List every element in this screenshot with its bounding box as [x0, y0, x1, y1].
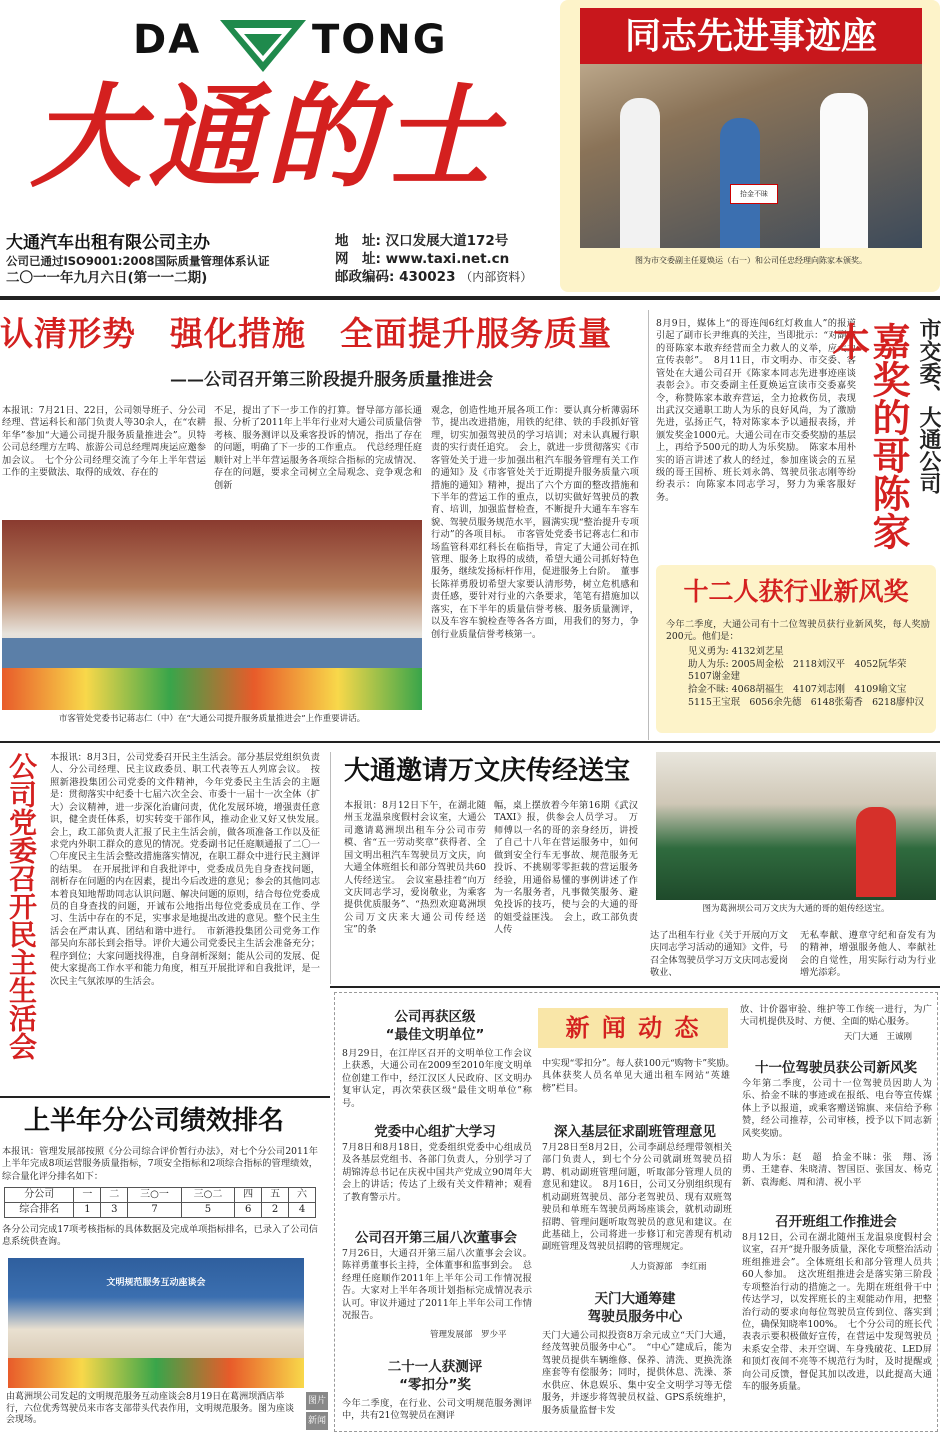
iso-note: 公司已通过ISO9001:2008国际质量管理体系认证	[6, 254, 270, 268]
forum-photo	[8, 1258, 304, 1388]
lead-col-3: 观念，创造性地开展各项工作：要认真分析薄弱环节，提出改进措施，用铁的纪律、铁的手段抓好管理，切实加强驾驶员的学习培训；对未认真履行职责的实行责任追究。 会上，就进一步贯彻落实《市客管处关于进一步加强出租汽车服务管理有关工作的通知》及《市客管处关于近期提升服务质量六项措施的通知》精神，提出了六个方面的整改措施和下半年的营运工作的重点，以切实做好驾驶员的教育、培训，加强监督检查，不断提升大通车车容车貌、驾驶员服务规范水平，圆满实现“整治提升专项行动”的各项目标。 市客管处党委书记蒋志仁和市场监管科邓红科长在临指导，肯定了大通公司在抓管理、服务上取得的成绩，希望大通公司抓好特色服务，继续发扬标杆作用，促进服务上台阶。 董事长陈祥勇殷切希望大家要认清形势，树立危机感和责任感，要针对行业的六条要求，笔笔有措施加以落实，在下半年的质量信誉考核、服务质量测评，以及车容车貌检查等各各方面，用我们的努力，争创行业质量信誉考核第一。	[431, 405, 639, 640]
column-divider	[330, 752, 331, 984]
wanwen-col-1: 本报讯：8月12日下午，在湖北随州玉龙温泉度假村会议室，大通公司邀请葛洲坝出租车分公司市劳模、省“五一劳动奖章”获得者、全国文明出租汽车驾驶员万文庆，向大通全体班组长和部分驾驶员共60人传经送宝。 会议室悬挂着“向万文庆同志学习，爱岗敬业，为乘客提供优质服务”、“热烈欢迎葛洲坝公司万文庆来大通公司传经送宝”的条	[344, 800, 486, 936]
wanwen-title: 大通邀请万文庆传经送宝	[344, 756, 631, 786]
lead-col-1: 本报讯：7月21日、22日，公司领导班子、分公司经理、营运科长和部门负责人等30余人，在“农耕年华”参加“大通公司提升服务质量推进会”。贝特公司总经理方左鸣、旅游公司总经理周庚运应邀参加会议。 七个分公司经理交流了今年上半年营运工作的主要做法、取得的成效、存在的	[2, 405, 206, 479]
brief-3-body: 7月26日，大通召开第三届八次董事会会议。陈祥勇董事长主持，全体董事和监事到会。 总经理任庭顺作2011年上半年公司工作情况报告。大家对上半年各项计划指标完成情况表示认可。审议并通过了2011年上半年公司工作情况报告。	[342, 1248, 532, 1322]
ceremony-photo	[580, 8, 922, 248]
wanwen-col-4: 无私奉献、遵章守纪和奋发有为的精神，增强服务他人、奉献社会的自觉性，用实际行动为行业增光添彩。	[800, 930, 936, 979]
forum-flowers	[8, 1358, 304, 1388]
tag-news: 新闻	[306, 1412, 328, 1430]
ranking-row: 综合排名 1 3 7 5 6 2 4	[5, 1203, 316, 1218]
brief-8-sign: 天门大通 王诚刚	[844, 1032, 913, 1042]
chen-headline: 嘉奖的哥陈家本	[825, 322, 910, 550]
news-banner: 新 闻 动 态	[538, 1008, 728, 1048]
brief-6-sign: 人力资源部 李红雨	[630, 1262, 707, 1272]
brief-2-body: 7月8日和8月18日，党委组织党委中心组成员及各基层党组书、各部门负责人，分别学习了胡锦涛总书记在庆祝中国共产党成立90周年大会上的讲话；传达了上级有关文件精神；观看了教育警示片。	[342, 1142, 532, 1203]
brand-right: TONG	[312, 17, 448, 63]
section-rule	[0, 1096, 330, 1098]
issue-date: 二〇一一年九月六日(第一一二期)	[6, 270, 208, 286]
sponsor: 大通汽车出租有限公司主办	[6, 233, 210, 253]
perf-body: 本报讯：管理发展部按照《分公司综合评价暂行办法》，对七个分公司2011年上半年完成8项运营服务质量指标，7项安全指标和2项综合指标的管理绩效，综合量化评分排名如下：	[2, 1146, 318, 1182]
meeting-photo	[2, 520, 422, 710]
awards-list	[688, 646, 933, 709]
ceremony-banner: 同志先进事迹座	[580, 8, 922, 64]
award-row: 助人为乐: 2005周金松 2118刘汉平 4052阮华荣 5107谢金建	[688, 658, 916, 683]
newspaper-title: 大通的士	[30, 72, 502, 203]
brief-4-body: 今年二季度，在行业、公司文明规范服务测评中，共有21位驾驶员在测评	[342, 1398, 532, 1422]
brief-10-title: 召开班组工作推进会	[775, 1214, 897, 1230]
brief-8-body: 放、计价器审验、维护等工作统一进行，为广大司机提供及时、方便、全面的贴心服务。	[740, 1004, 932, 1028]
wanwen-caption: 图为葛洲坝公司万文庆为大通的哥的姐传经送宝。	[702, 904, 890, 914]
brief-7-title: 天门大通筹建 驾驶员服务中心	[587, 1291, 683, 1326]
section-rule	[330, 986, 940, 988]
lead-col-2: 不足，提出了下一步工作的打算。督导部方部长通报、分析了2011年上半年行业对大通公司质量信誉考核、服务测评以及乘客投诉的情况，指出了存在的问题，明确了下一步的工作重点。 代总经理任庭顺针对上半年营运服务各项综合指标的完成情况、存在的问题，要求全司树立全局观念、竞争观念和创新	[214, 405, 422, 491]
column-divider	[648, 310, 649, 740]
masthead-rule	[0, 296, 940, 300]
chen-vertical-title: 市交委、大通公司	[916, 318, 941, 494]
brief-6-title: 深入基层征求副班管理意见	[554, 1124, 716, 1140]
brief-7-body: 天门大通公司拟投资8万余元成立“天门大通，经茂驾驶员服务中心”。 “中心”建成后，能为驾驶员提供车辆维修、保养、清洗、更换洗涤座套等有偿服务；同时，提供休息、洗澡、茶水供应、休息娱乐、集中安全文明学习等无偿服务，并逐步将驾驶员权益、GPS系统维护，服务质量监督卡发	[542, 1330, 732, 1416]
brief-2-title: 党委中心组扩大学习	[374, 1124, 496, 1140]
brief-3-sign: 管理发展部 罗少平	[430, 1330, 507, 1340]
brief-9-body: 今年第二季度，公司十一位驾驶员因助人为乐、拾金不昧的事迹或在报纸、电台等宣传媒体上予以报道，或乘客赠送锦旗、来信给予称赞，经公司推荐，公司审核，授予以下同志新风奖奖励。	[742, 1078, 932, 1139]
person-3	[820, 93, 868, 248]
brief-3-title: 公司召开第三届八次董事会	[355, 1230, 517, 1246]
awards-title: 十二人获行业新风奖	[683, 577, 909, 606]
speaker	[856, 807, 896, 897]
ranking-table	[4, 1187, 316, 1218]
brief-10-body: 8月12日，公司在湖北随州玉龙温泉度假村会议室，召开“提升服务质量，深化专项整治活动班组推进会”。全体班组长和部分管理人员共60人参加。 这次班组推进会是落实第三阶段专项整治行动的措施之一。先期在班组骨干中传达学习，以发挥班长的主观能动作用，把整治行动的要求向每位驾驶员宣传到位、落实到位，确保知晓率100%。 七个分公司的班长代表表示要积极做好宣传，在营运中发现驾驶员未系安全带、未开空调、车身残破花、LED屏和顶灯夜间不亮等不规范行为时，及时提醒或向公司反馈，督促其加以改进，以此提高大通车的服务质量。	[742, 1232, 932, 1393]
flower-row	[2, 668, 422, 710]
perf-title: 上半年分公司绩效排名	[24, 1106, 285, 1136]
brief-9-title: 十一位驾驶员获公司新风奖	[755, 1060, 917, 1076]
perf-note: 各分公司完成17项考核指标的具体数据及完成单项指标排名，已录入了公司信息系统供查询。	[2, 1224, 318, 1248]
forum-caption: 由葛洲坝公司发起的文明规范服务互动座谈会8月19日在葛洲坝酒店举行，六位优秀驾驶员来市客支部带头代表作用，文明规范服务。图为座谈会现场。	[6, 1392, 295, 1426]
section-rule	[0, 741, 940, 743]
brief-9-list: 助人为乐：赵 超 拾金不昧：张 翔、汤 勇、王建春、朱晓清、智国臣、张国友、杨克新、袁海彪、周和清、祝小平	[742, 1152, 941, 1188]
forum-banner: 文明规范服务互动座谈会	[106, 1278, 206, 1288]
wanwen-col-2: 幅，桌上摆放着今年第16期《武汉TAXI》报，供参会人员学习。 万师傅以一名的哥的亲身经历，讲授了自己十八年在营运服务中，如何做到安全行车无事故、规范服务无投诉、不挑剔零零拒载的营运服务经验，用通俗易懂的事例讲述了作为一名服务者，凡事微笑服务、避免投诉的技巧，使与会的大通的哥的姐受益匪浅。 会上，政工部负责人传	[494, 800, 638, 936]
top-photo-caption: 图为市交委副主任夏焕运（右一）和公司任忠经理向陈家本颁奖。	[635, 256, 867, 265]
meeting-table	[2, 638, 422, 668]
tag-photo: 图片	[306, 1392, 328, 1410]
award-row: 见义勇为: 4132刘艺星	[688, 646, 784, 657]
lead-headline: 认清形势 强化措施 全面提升服务质量	[0, 314, 612, 353]
person-2	[720, 118, 760, 248]
ranking-header: 分公司 一 二 三○一 三○二 四 五 六	[5, 1188, 316, 1203]
brief-4-title: 二十一人获测评 “零扣分”奖	[387, 1359, 483, 1394]
award-sign: 拾金不昧	[730, 184, 778, 204]
brief-6-body: 7月28日至8月2日，公司李副总经理带领相关部门负责人，到七个分公司就副班驾驶员招聘、机动副班管理问题，听取部分管理人员的意见和建议。 8月16日，公司又分别组织现有机动副班驾驶员、部分老驾驶员、现有双班驾驶员和单班车驾驶员两场座谈会，就机动副班招聘、管理问题听取驾驶员的意见和建议。在此基础上，公司将进一步修订和完善现有机动副班管理及驾驶员招聘的管理规定。	[542, 1142, 732, 1253]
wanwen-photo	[656, 752, 936, 900]
award-row: 拾金不昧: 4068胡福生 4107刘志刚 4109喻文宝 5115王宝珉 6056余先德 6148张菊香 6218廖仲汉	[688, 684, 925, 708]
brief-1-title: 公司再获区级 “最佳文明单位”	[385, 1009, 485, 1044]
party-body: 本报讯：8月3日，公司党委召开民主生活会。部分基层党组织负责人、分公司经理、民主议政委员、职工代表等五人列席会议。 按照新港投集团公司党委的文件精神，今年党委民主生活会的主题是：贯彻落实中纪委十七届六次全会、市委十一届十一次全体（扩大）会议精神，进一步深化治庸问责，优化发展环境，增强责任意识，健全责任体系，切实转变干部作风，推动企业又好又快发展。 会上，政工部负责人汇报了民主生活会前，做各项准备工作以及征求党内外职工群众的意见的情况。党委副书记任庭顺通报了二〇一〇年度民主生活会整改措施落实情况，在职工群众中进行民主测评的结果。 在开展批评和自我批评中，党委成员先自身查找问题，剖析存在问题的内在因素，提出今后改进的意见；参会的其他同志本着良知地帮助同志认识问题、解决问题的原则，结合每位党委成员的自身查找的问题，开诚布公地指出每位党委成员在工作、学习、生活中存在的不足，实事求是地提出改进的意见。整个民主生活会在严肃认真、团结和谐中进行。 市新港投集团公司党务工作部吴向东部长到会指导。评价大通公司党委民主生活会准备充分；程序到位；大家问题找得准，自身剖析深刻；能从公司的发展、促使大家提高工作水平和能力角度，相互开展批评和自我批评，是一次民主气氛浓厚的生活会。	[50, 752, 330, 987]
party-title: 公司党委召开民主生活会	[5, 752, 38, 1060]
brand-logo-icon	[220, 14, 306, 74]
brand-left: DA	[133, 17, 202, 63]
meeting-photo-caption: 市客管处党委书记蒋志仁（中）在“大通公司提升服务质量推进会”上作重要讲话。	[58, 714, 366, 724]
contact-block: 地 址: 汉口发展大道172号 网 址: www.taxi.net.cn 邮政编码: 430023 （内部资料）	[335, 233, 533, 286]
brief-1-body: 8月29日，在江岸区召开的文明单位工作会议上获悉，大通公司在2009至2010年度文明单位创建工作中，经江汉区人民政府、区文明办复审认定，再次荣获区级“最佳文明单位”称号。	[342, 1048, 532, 1109]
person-1	[620, 98, 660, 248]
wanwen-col-3: 达了出租车行业《关于开展向万文庆同志学习活动的通知》文件，号召全体驾驶员学习万文庆同志爱岗敬业、	[650, 930, 788, 979]
brief-5-body: 中实现“零扣分”。每人获100元“购物卡”奖励。 具体获奖人员名单见大通出租车网站“英雄榜”栏目。	[542, 1058, 740, 1094]
awards-intro: 今年二季度，大通公司有十二位驾驶员获行业新风奖，每人奖励200元。他们是：	[666, 619, 930, 643]
lead-subhead: ——公司召开第三阶段提升服务质量推进会	[170, 370, 493, 390]
chen-story-body: 8月9日，媒体上“的哥连闯6红灯救血人”的报道引起了副市长尹维真的关注，当即批示：“对副班的哥陈家本敢弃经营而全力救人的义举，应大力宣传表彰”。 8月11日，市文明办、市交委、客管处在大通公司召开《陈家本同志先进事迹座谈表彰会》。市交委副主任夏焕运宣读市交委嘉奖令，称赞陈家本敢弃营运，全力抢救伤员，表现出武汉交通职工助人为乐的良好风尚，为了激励先进，弘扬正气，特对陈家本予以通报表扬，并颁发奖金1000元。大通公司在市交委奖励的基层上，再给予500元的助人为乐奖励。 陈家本用朴实的语言讲述了救人的经过，参加座谈会的五星级的哥王国桥、班长刘永鸽、驾驶员张志刚等纷纷表示：向陈家本同志学习，努力为乘客服好务。	[656, 318, 856, 503]
